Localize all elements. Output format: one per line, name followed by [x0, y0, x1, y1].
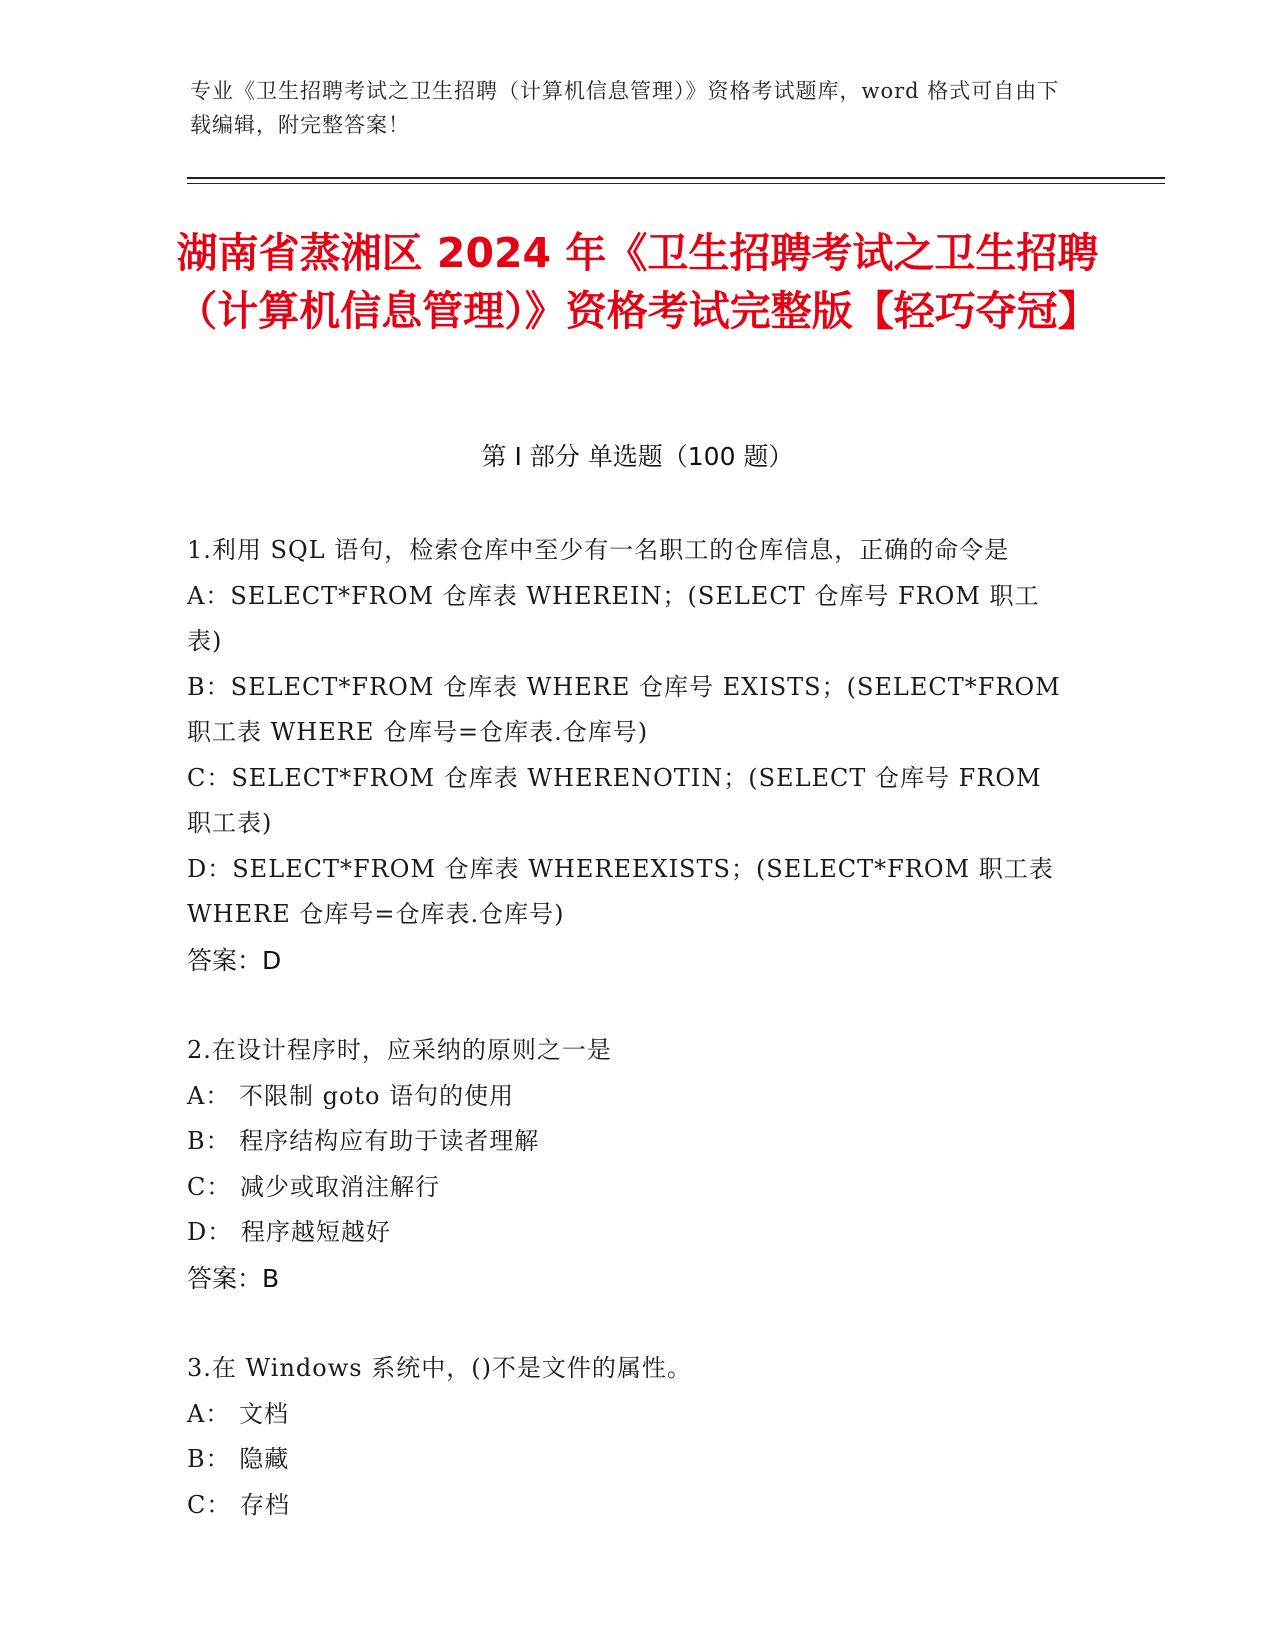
header-divider-thick	[187, 177, 1165, 179]
option-b: B： 程序结构应有助于读者理解	[187, 1127, 540, 1155]
question-2	[187, 1028, 1067, 1301]
question-1	[187, 528, 1067, 983]
question-stem: 3.在 Windows 系统中，()不是文件的属性。	[187, 1354, 692, 1382]
option-a: A： 不限制 goto 语句的使用	[187, 1081, 515, 1110]
option-a: A：SELECT*FROM 仓库表 WHEREIN；(SELECT 仓库号 FROM 职工表)	[187, 581, 1040, 655]
header-note: 专业《卫生招聘考试之卫生招聘（计算机信息管理）》资格考试题库，word 格式可自由下载编辑，附完整答案！	[190, 79, 1060, 137]
question-stem: 1.利用 SQL 语句，检索仓库中至少有一名职工的仓库信息，正确的命令是	[187, 536, 1010, 564]
option-c: C：SELECT*FROM 仓库表 WHERENOTIN；(SELECT 仓库号 FROM 职工表)	[187, 763, 1042, 837]
option-c: C： 减少或取消注解行	[187, 1172, 440, 1201]
section-title: 第 I 部分 单选题（100 题）	[481, 442, 794, 471]
option-b: B： 隐藏	[187, 1445, 290, 1473]
question-list	[187, 528, 1067, 1573]
answer: 答案：D	[187, 945, 282, 975]
question-3	[187, 1346, 1067, 1528]
question-stem: 2.在设计程序时，应采纳的原则之一是	[187, 1036, 612, 1064]
header-divider-thin	[187, 183, 1165, 184]
document-title: 湖南省蒸湘区 2024 年《卫生招聘考试之卫生招聘（计算机信息管理）》资格考试完整版【轻巧夺冠】	[176, 229, 1099, 335]
option-d: D：SELECT*FROM 仓库表 WHEREEXISTS；(SELECT*FROM 职工表 WHERE 仓库号=仓库表.仓库号)	[187, 854, 1054, 928]
answer: 答案：B	[187, 1263, 280, 1293]
option-c: C： 存档	[187, 1490, 290, 1519]
option-d: D： 程序越短越好	[187, 1218, 391, 1246]
option-a: A： 文档	[187, 1399, 289, 1428]
option-b: B：SELECT*FROM 仓库表 WHERE 仓库号 EXISTS；(SELECT*FROM 职工表 WHERE 仓库号=仓库表.仓库号)	[187, 672, 1061, 746]
